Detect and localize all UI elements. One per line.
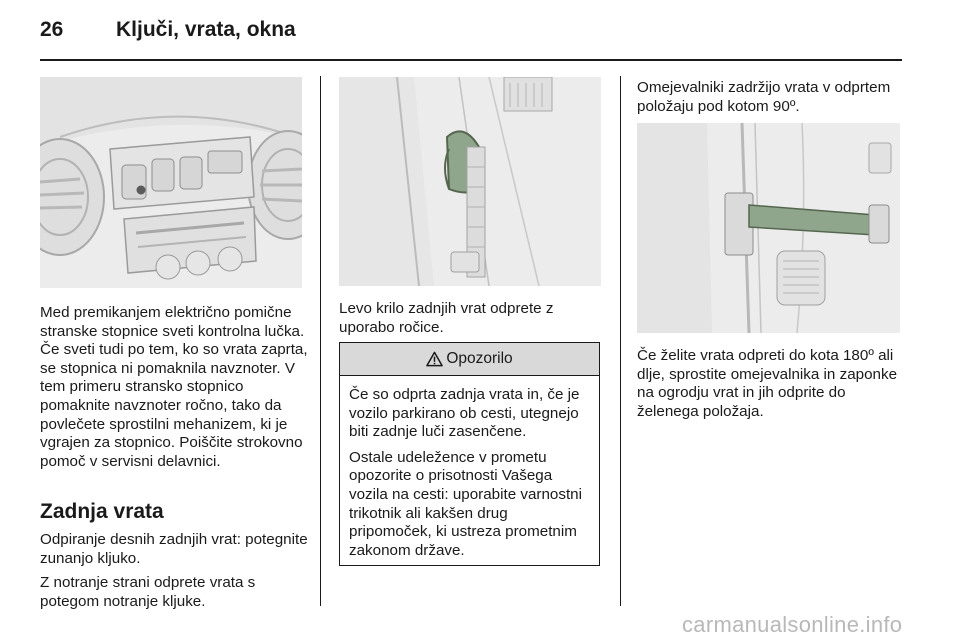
warning-box <box>339 342 600 566</box>
column1-body <box>40 531 310 617</box>
column3-text-top <box>637 79 907 122</box>
column1-text <box>40 304 310 477</box>
page-number: 26 <box>40 18 64 41</box>
column-divider-2 <box>620 76 621 606</box>
page-title: Ključi, vrata, okna <box>116 18 296 41</box>
rear-door-lever-figure <box>339 77 601 286</box>
warning-paragraph: Ostale udeležence v prometu opozorite o prisotnosti Vašega vozila na cesti: uporabite varnostni trikotnik ali kakšen drug pripomoček, ki ustreza prometnim zakonom države. <box>349 448 583 559</box>
column-divider-1 <box>320 76 321 606</box>
warning-triangle-icon <box>426 351 443 367</box>
door-check-strap-figure <box>637 123 900 333</box>
section-heading: Zadnja vrata <box>40 500 164 523</box>
warning-title: Opozorilo <box>446 350 513 367</box>
column2-text <box>339 300 609 343</box>
paragraph: Omejevalniki zadržijo vrata v odprtem položaju pod kotom 90º. <box>637 79 891 115</box>
dashboard-switch-figure <box>40 77 302 288</box>
column3-text-bottom <box>637 347 907 427</box>
warning-body <box>340 376 599 560</box>
paragraph: Če želite vrata odpreti do kota 180º ali dlje, sprostite omejevalnika in zaponke na ogrodju vrat in jih odprite do želenega položaja. <box>637 347 898 420</box>
watermark: carmanualsonline.info <box>682 612 903 637</box>
paragraph: Odpiranje desnih zadnjih vrat: potegnite zunanjo kljuko. <box>40 531 308 567</box>
paragraph: Levo krilo zadnjih vrat odprete z uporabo ročice. <box>339 300 554 336</box>
paragraph: Med premikanjem električno pomične stranske stopnice sveti kontrolna lučka. Če sveti tudi po tem, ko so vrata zaprta, se stopnica ni pomaknila navznoter. V tem primeru stransko stopnico pomaknite navznoter ročno, tako da povlečete sprostilni mehanizem, ki je vgrajen za stopnico. Poiščite strokovno pomoč v servisni delavnici. <box>40 304 308 470</box>
warning-header <box>340 343 599 376</box>
warning-paragraph: Če so odprta zadnja vrata in, če je vozilo parkirano ob cesti, utegnejo biti zadnje luči zasenčene. <box>349 386 580 441</box>
header-rule <box>40 59 902 61</box>
paragraph: Z notranje strani odprete vrata s potegom notranje kljuke. <box>40 574 256 610</box>
